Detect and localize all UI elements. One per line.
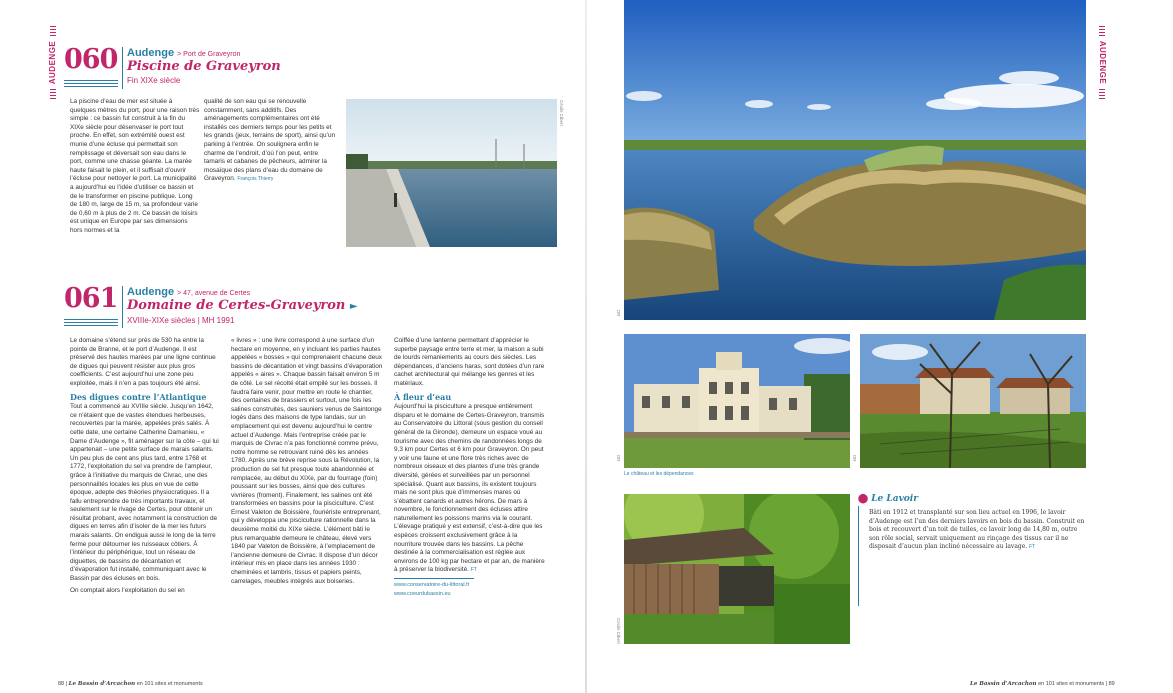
- photo-credit: Cécile Cibert: [616, 618, 621, 644]
- map-pin-icon: ⬤: [858, 494, 869, 504]
- header-rule: [122, 286, 123, 328]
- side-tag-left: AUDENGE: [48, 24, 57, 101]
- footer-left: 88 | Le Bassin d’Arcachon en 101 sites et monuments: [58, 681, 203, 687]
- footer-right: Le Bassin d’Arcachon en 101 sites et monuments | 89: [970, 681, 1115, 687]
- link-coeurdubassin[interactable]: www.coeurdubassin.eu: [394, 590, 451, 597]
- entry-060-col1: La piscine d’eau de mer est située à quelques mètres du port, pour une raison très simple : ce bassin fut construit à la fin du XIXe siècle pour désenvaser le port tout proche. En effet, son extrémité ouest est munie d’une écluse qui permettait son remplissage et déversait son eau dans le port, comme une chasse géante. La marée haute faisait le plein, et il suffisait d’ouvrir l’écluse pour nettoyer le port. La municipalité a aujourd’hui eu l’idée d’utiliser ce bassin et de le transformer en piscine publique. Long de 180 m, large de 15 m, sa profondeur varie de 0,60 m à plus de 2 m. Ce bassin de loisirs est unique en Europe par ses dimensions hors normes et la: [70, 98, 200, 234]
- entry-061-header: [64, 283, 358, 328]
- entry-title: Domaine de Certes-Graveyron ►: [127, 298, 358, 313]
- section-heading: À fleur d’eau: [394, 391, 452, 402]
- number-stripes: [64, 80, 118, 89]
- entry-060-col2: qualité de son eau qui se renouvelle constamment, sans additifs. Des aménagements complémentaires ont été installés ces derniers temps pour les petits et les grands (jeux, terrains de sport), ainsi qu’un parking à l’entrée. On soulignera enfin le charme de l’endroit, d’où l’on peut, entre tamaris et cabanes de pêcheurs, admirer la mosaïque des plans d’eau du domaine de Graveyron. François Thierry: [204, 98, 336, 183]
- entry-060-header: [64, 44, 281, 89]
- entry-title: Piscine de Graveyron: [127, 59, 281, 74]
- piscine-photo: [346, 99, 557, 247]
- entry-number: 060: [64, 44, 118, 75]
- entry-place: Audenge > 47, avenue de Certes: [127, 286, 251, 298]
- photo-credit: Cécile Cibert: [559, 100, 564, 126]
- chateau-photo: [624, 334, 850, 468]
- header-rule: [122, 47, 123, 89]
- entry-place: Audenge > Port de Graveyron: [127, 47, 241, 59]
- heritage-marker: ►: [349, 301, 358, 312]
- link-conservatoire[interactable]: www.conservatoire-du-littoral.fr: [394, 582, 470, 589]
- dependances-photo: [860, 334, 1086, 468]
- photo-credit: DR: [616, 310, 621, 317]
- lavoir-text: Bâti en 1912 et transplanté sur son lieu actuel en 1996, le lavoir d’Audenge est l’un des derniers lavoirs en bois du bassin. Construit en bois et recouvert d’un toit de tuiles, ce lavoir long de 14,80 m, outre son rôle social, servait uniquement au rinçage des tissus car il ne disposait d’aucun plan incliné nécessaire au lavage. FT: [869, 509, 1085, 551]
- lavoir-title: ⬤ Le Lavoir: [858, 494, 918, 504]
- entry-date: Fin XIXe siècle: [127, 76, 181, 85]
- entry-number: 061: [64, 283, 118, 314]
- entry-061-col2: « livres » : une livre correspond à une surface d’un hectare en moyenne, en y incluant les parties hautes appelées « bosses » qui comprenaient chacune deux bassins de décantation et vingt bassins d’évaporation appelés « aires ». Chaque bassin faisait environ 5 m de côté. Le sel récolté était empilé sur les bosses. Il faudra faire venir, pour mettre en route le chantier, des centaines de brassiers et surtout, une fois les salines construites, des sauniers venus de Saintonge logés dans des maisons de type landais, sur un emplacement qui est devenu aujourd’hui le centre actuel d’Audenge. Mais l’entreprise créée par le marquis de Civrac n’a pas fonctionné comme prévu, notre homme se retrouvant ruiné dès les années 1780. Après une brève reprise sous la Révolution, la production de sel fut presque toute abandonnée et remplacée, au début du XIXe, par du fourrage (foin) poussant sur les bosses, ainsi que des cultures vivrières (froment). Finalement, les salines ont été transformées en bassins pour la pisciculture. C’est Ernest Valeton de Boissière, fouriériste entreprenant, qui y développa une pisciculture rationnelle dans la deuxième moitié du XIXe siècle. L’élément bâti le plus remarquable demeure le château, élevé vers 1840 par Valeton de Boissière, à l’emplacement de l’ancienne demeure de Civrac. Il dispose d’un décor intérieur mis en place dans les années 1930 : cheminées et lambris, tissus et papiers peints, carrelages, meubles intégrés aux boiseries.: [231, 337, 383, 585]
- lavoir-rule: [858, 506, 866, 606]
- book-spine: [585, 0, 587, 693]
- entry-date: XVIIIe-XIXe siècles | MH 1991: [127, 316, 235, 325]
- marsh-landscape-photo: [624, 0, 1086, 320]
- photo-credit: DR: [852, 455, 857, 462]
- entry-061-col1: Le domaine s’étend sur près de 530 ha entre la pointe de Branne, et le port d’Audenge. Il est préservé des hautes marées par une ligne continue de digues qui peuvent résister aux plus gros coefficients. C’est aujourd’hui une zone peu exploitée, mais il n’en a pas toujours été ainsi. Des digues contre l’Atlantique Tout a commencé au XVIIIe siècle. Jusqu’en 1642, ce n’étaient que de vastes étendues herbeuses, recouvertes par la marée, appelées prés salés. À cette date, une certaine Catherine Damanieu, « Dame d’Audenge », fit aménager sur la côte – qui lui appartenait – une petite surface de marais salants. Un peu plus de cent ans plus tard, entre 1768 et 1772, l’exploitation du sel va prendre de l’ampleur, grâce à l’initiative du marquis de Civrac, une des personnalités locales les plus en vue de cette époque, adepte des théories physiocratiques. Il a fallu entreprendre de très importants travaux, et seulement sur le rivage de Certes, pour obtenir un résultat probant, avec notamment la construction de digues en terres afin d’isoler de la mer les futurs marais salants. On endigua aussi le long de la terre ferme pour détourner les ruisseaux côtiers. À l’intérieur du périphérique, tout un réseau de diguettes, de bassins de décantation et d’évaporation fut installé, communiquant avec le Bassin par des écluses en bois. On comptait alors l’exploitation du sel en: [70, 337, 219, 594]
- side-tag-right: AUDENGE: [1098, 24, 1107, 101]
- lavoir-photo: [624, 494, 850, 644]
- photo-credit: DR: [616, 455, 621, 462]
- number-stripes: [64, 319, 118, 328]
- entry-061-col3: Coiffée d’une lanterne permettant d’apprécier le superbe paysage entre terre et mer, la maison a subi de lourds remaniements au cours des siècles. Les dépendances, d’anciens haras, sont dotées d’un rare cachet architectural qui mélange les genres et les matériaux. À fleur d’eau Aujourd’hui la pisciculture a presque entièrement disparu et le domaine de Certes-Graveyron, transmis au Conservatoire du Littoral (sous gestion du conseil général de la Gironde), demeure un espace voué au tourisme avec des chemins de randonnées longs de 9,3 km pour Certes et 6 km pour Graveyron. On peut y voir une faune et une flore très riches avec de nombreux oiseaux et des plantes d’une très grande diversité, gérées et surveillées par un personnel spécialisé. Quant aux bassins, ils existent toujours mais ne sont plus que d’immenses mares où s’ébattent canards et autres hérons. De mars à novembre, le fonctionnement des écluses attire naturellement les poissons marins via le courant. L’élevage pratiqué y est extensif, c’est-à-dire que les espèces croissent exclusivement grâce à la nourriture trouvée dans les bassins. La pêche destinée à la commercialisation est réglée aux environs de 100 kg par hectare et par an, de manière à préserver la biodiversité. FT www.conservatoire-du-littoral.fr www.coeurdubassin.eu: [394, 337, 545, 597]
- chateau-caption: Le château et les dépendances: [624, 471, 694, 477]
- section-heading: Des digues contre l’Atlantique: [70, 391, 207, 402]
